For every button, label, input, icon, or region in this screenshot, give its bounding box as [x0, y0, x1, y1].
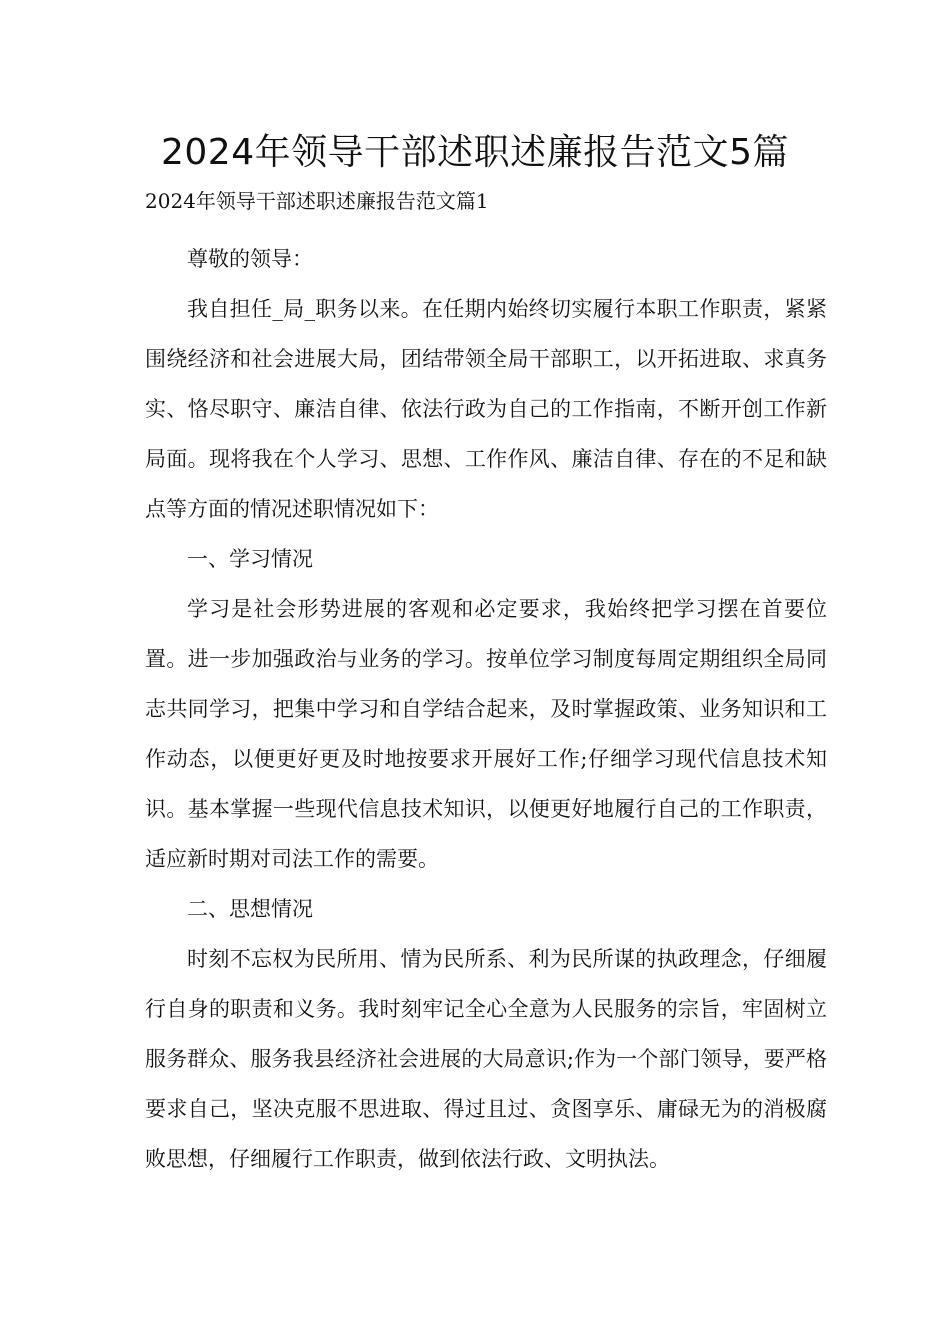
document-body — [145, 234, 827, 1184]
document-title: 2024年领导干部述职述廉报告范文5篇 — [160, 132, 790, 173]
section-heading-thought: 二、思想情况 — [187, 897, 313, 921]
section-body-thought: 时刻不忘权为民所用、情为民所系、利为民所谋的执政理念，仔细履行自身的职责和义务。我时刻牢记全心全意为人民服务的宗旨，牢固树立服务群众、服务我县经济社会进展的大局意识;作为一个部门领导，要严格要求自己，坚决克服不思进取、得过且过、贪图享乐、庸碌无为的消极腐败思想，仔细履行工作职责，做到依法行政、文明执法。 — [145, 947, 827, 1171]
intro-paragraph: 我自担任_局_职务以来。在任期内始终切实履行本职工作职责，紧紧围绕经济和社会进展大局，团结带领全局干部职工，以开拓进取、求真务实、恪尽职守、廉洁自律、依法行政为自己的工作指南，不断开创工作新局面。现将我在个人学习、思想、工作作风、廉洁自律、存在的不足和缺点等方面的情况述职情况如下： — [145, 297, 827, 521]
section-body-study: 学习是社会形势进展的客观和必定要求，我始终把学习摆在首要位置。进一步加强政治与业务的学习。按单位学习制度每周定期组织全局同志共同学习，把集中学习和自学结合起来，及时掌握政策、业务知识和工作动态，以便更好更及时地按要求开展好工作;仔细学习现代信息技术知识。基本掌握一些现代信息技术知识，以便更好地履行自己的工作职责，适应新时期对司法工作的需要。 — [145, 597, 827, 871]
section-heading-study: 一、学习情况 — [187, 547, 313, 571]
salutation: 尊敬的领导： — [187, 247, 313, 271]
document-subtitle: 2024年领导干部述职述廉报告范文篇1 — [145, 189, 489, 213]
